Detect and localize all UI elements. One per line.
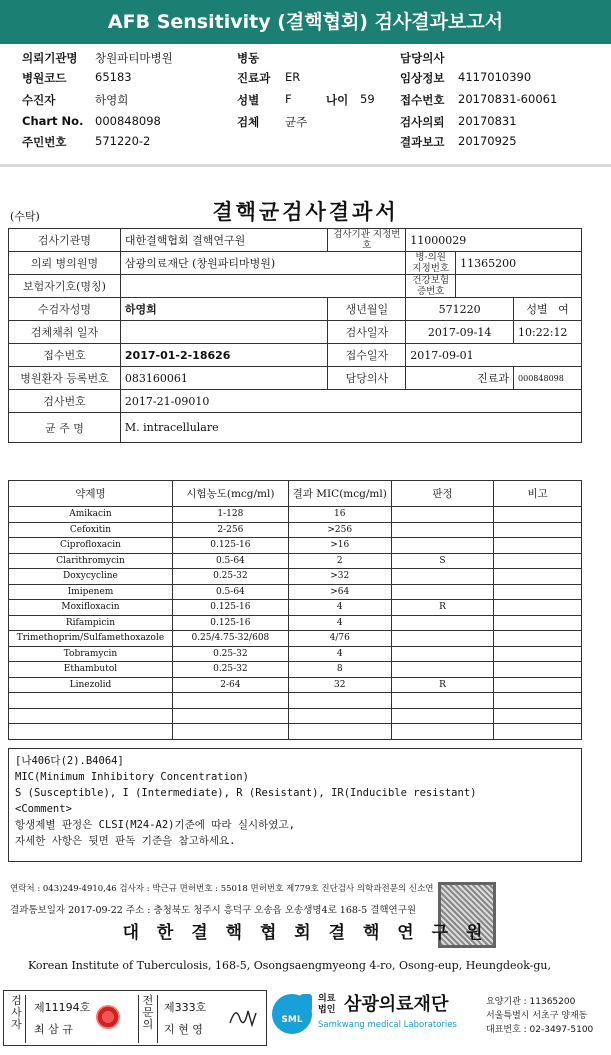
info-row [0,70,611,90]
cell-label: 진료과 [477,372,510,385]
table-cell [494,569,582,585]
info-label: 병동 [237,51,260,65]
cell-label: 의뢰 병의원명 [9,252,121,275]
table-row [9,600,582,616]
table-row [9,584,582,600]
info-label: 임상정보 [400,71,445,85]
info-value: 하영희 [95,93,129,107]
cell-label: 검체채취 일자 [9,321,121,344]
info-label: Chart No. [22,114,84,128]
divider [0,164,611,167]
table-cell [391,693,494,709]
info-row [0,92,611,112]
table-row [9,507,582,523]
cell-label: 생년월일 [328,298,406,321]
table-cell: 0.125-16 [172,600,288,616]
info-value: 창원파티마병원 [95,51,173,65]
table-cell: Doxycycline [9,569,173,585]
table-cell [9,724,173,740]
table-row [9,631,582,647]
table-cell [494,584,582,600]
cell-value: 000848098 [514,367,582,390]
table-cell: Tobramycin [9,646,173,662]
cell-label: 균 주 명 [9,413,121,443]
info-label: 수진자 [22,93,56,107]
mic-table [8,480,582,740]
table-header-row [9,481,582,507]
table-cell [391,724,494,740]
table-cell: S [391,553,494,569]
table-cell [391,538,494,554]
info-value: 20170925 [458,134,517,148]
table-row [9,677,582,693]
table-cell: 0.125-16 [172,615,288,631]
age-label: 나이 [326,93,349,107]
lab-code: 요양기관 : 11365200 [486,997,576,1007]
table-cell: 2-64 [172,677,288,693]
table-row [9,538,582,554]
patient-table [8,228,582,443]
cell-label: 병·의원 지정번호 [406,252,456,275]
patient-info [0,50,611,162]
cell-value: 11000029 [406,229,582,252]
signature-strip [0,990,611,1048]
comment-line: S (Susceptible), I (Intermediate), R (Resistant), IR(Inducible resistant) [15,787,477,799]
table-cell: Clarithromycin [9,553,173,569]
lab-phone: 대표번호 : 02-3497-5100 [486,1025,594,1035]
cell-value: 2017-21-09010 [120,390,581,413]
info-label: 의뢰기관명 [22,51,78,65]
table-cell [391,569,494,585]
table-cell [494,708,582,724]
specialist-label: 전문의 [138,995,158,1043]
info-value: 균주 [285,115,308,129]
column-header: 비고 [494,481,582,507]
cell-label: 검사기관 지정번호 [328,229,406,252]
table-cell: >32 [288,569,391,585]
cell-label: 성별 [526,303,548,316]
info-row [0,114,611,134]
table-cell [391,646,494,662]
column-header: 판정 [391,481,494,507]
cell-label: 담당의사 [328,367,406,390]
table-cell [494,507,582,523]
table-cell [172,708,288,724]
cell-value: 하영희 [120,298,328,321]
table-row [9,708,582,724]
tester-license: 제11194호 [34,1001,91,1014]
report-title: AFB Sensitivity (결핵협회) 검사결과보고서 [0,0,611,44]
table-cell: 0.25-32 [172,662,288,678]
cell-label: 보험자기호(명칭) [9,275,121,298]
table-cell [391,631,494,647]
scanned-report [0,176,611,988]
table-cell: Imipenem [9,584,173,600]
cell-label: 건강보험 증번호 [406,275,456,298]
table-cell: Ethambutol [9,662,173,678]
table-cell: 4 [288,600,391,616]
table-cell: Trimethoprim/Sulfamethoxazole [9,631,173,647]
cell-value: 여 [558,303,569,316]
cell-value: M. intracellulare [120,413,581,443]
table-cell: 2 [288,553,391,569]
info-label: 주민번호 [22,135,67,149]
table-cell: Amikacin [9,507,173,523]
table-cell [9,708,173,724]
cell-value: 11365200 [456,252,582,275]
table-cell [288,724,391,740]
info-label: 진료과 [237,71,271,85]
comment-box [8,748,582,862]
info-value: 20170831 [458,114,517,128]
comment-line: 항생제별 판정은 CLSI(M24-A2)기준에 따라 실시하였고, [15,819,295,831]
table-cell [494,693,582,709]
table-cell: Moxifloxacin [9,600,173,616]
table-cell: 0.25-32 [172,646,288,662]
table-cell: 16 [288,507,391,523]
table-cell [391,522,494,538]
table-cell [391,662,494,678]
table-cell [288,708,391,724]
cell-label: 접수번호 [9,344,121,367]
table-cell: R [391,600,494,616]
specialist-license: 제333호 [164,1001,207,1014]
cell-label: 검사일자 [328,321,406,344]
table-cell: Ciprofloxacin [9,538,173,554]
info-value: 571220-2 [95,134,151,148]
table-cell: 0.125-16 [172,538,288,554]
table-cell: R [391,677,494,693]
comment-line: <Comment> [15,803,72,815]
table-cell [391,584,494,600]
info-label: 검사의뢰 [400,115,445,129]
cell-label: 병원환자 등록번호 [9,367,121,390]
table-cell [494,600,582,616]
cell-value [120,321,328,344]
info-label: 접수번호 [400,93,445,107]
table-cell: >16 [288,538,391,554]
tester-seal [96,1005,120,1029]
cell-value: 2017-09-01 [406,344,582,367]
cell-value: 083160061 [120,367,328,390]
comment-line: 자세한 사항은 뒷면 판독 기준을 참고하세요. [15,835,236,847]
logo-prefix: 의료법인 [318,994,336,1015]
tester-name: 최 삼 규 [34,1023,73,1036]
table-row [9,522,582,538]
org-address-en: Korean Institute of Tuberculosis, 168-5, Osongsaengmyeong 4-ro, Osong-eup, Heungdeok-gu, [28,959,552,972]
info-label: 담당의사 [400,51,445,65]
table-cell: Rifampicin [9,615,173,631]
cell-value: 10:22:12 [514,321,582,344]
tester-label: 검사자 [8,995,26,1043]
table-cell: 1-128 [172,507,288,523]
table-cell [391,708,494,724]
cell-label: 접수일자 [328,344,406,367]
cell-label: 검사번호 [9,390,121,413]
table-cell: 0.5-64 [172,584,288,600]
doc-tag: (수탁) [10,210,40,223]
table-cell: 4 [288,615,391,631]
table-cell: 0.25-32 [172,569,288,585]
cell-value [120,275,405,298]
table-row [9,693,582,709]
table-cell [494,631,582,647]
info-value: 000848098 [95,114,161,128]
cell-value: 571220 [406,298,514,321]
comment-line: [나406다(2).B4064] [15,755,124,767]
info-value: F [285,92,292,106]
specialist-name: 지 현 영 [164,1023,203,1036]
comment-line: MIC(Minimum Inhibitory Concentration) [15,771,249,783]
table-cell: Linezolid [9,677,173,693]
cell-label: 검사기관명 [9,229,121,252]
info-label: 성별 [237,93,260,107]
logo-shape [300,994,312,1012]
logo-name: 삼광의료재단 [344,994,449,1015]
table-row [9,646,582,662]
table-cell: 32 [288,677,391,693]
contact-line: 연락처 : 043)249-4910,46 검사자 : 박근규 면허번호 : 55018 면허번호 제779호 진단검사 의학과전문의 신소연 [10,884,434,894]
signature-icon [226,1003,260,1031]
age-value: 59 [360,92,375,106]
info-row [0,50,611,70]
table-cell [391,615,494,631]
lab-address: 서울특별시 서초구 양재동 [486,1011,588,1021]
table-row [9,662,582,678]
column-header: 약제명 [9,481,173,507]
table-cell: 4/76 [288,631,391,647]
info-value: ER [285,70,301,84]
cell-value: 대한결핵협회 결핵연구원 [120,229,328,252]
table-cell: 0.5-64 [172,553,288,569]
table-row [9,569,582,585]
info-label: 검체 [237,115,260,129]
column-header: 결과 MIC(mcg/ml) [288,481,391,507]
cell-value: 2017-01-2-18626 [120,344,328,367]
table-cell [494,522,582,538]
info-value: 65183 [95,70,132,84]
table-cell [172,724,288,740]
cell-value: 삼광의료재단 (창원파티마병원) [120,252,405,275]
info-value: 4117010390 [458,70,532,84]
table-cell [494,553,582,569]
org-name: 대 한 결 핵 협 회 결 핵 연 구 원 [122,923,489,943]
table-cell [288,693,391,709]
logo-abbrev: SML [281,1015,303,1025]
table-cell: 2-256 [172,522,288,538]
table-cell [494,615,582,631]
doc-title: 결핵균검사결과서 [212,199,399,224]
table-cell [494,538,582,554]
table-cell: 0.25/4.75-32/608 [172,631,288,647]
logo-english: Samkwang medical Laboratories [318,1020,457,1030]
table-cell [494,677,582,693]
table-cell: 8 [288,662,391,678]
info-label: 병원코드 [22,71,67,85]
cell-value [456,275,582,298]
table-cell: 4 [288,646,391,662]
table-row [9,615,582,631]
signature-box [3,990,267,1046]
table-cell [391,507,494,523]
notice-line: 결과통보일자 2017-09-22 주소 : 충청북도 청주시 흥덕구 오송읍 오송생명4로 168-5 결핵연구원 [10,905,417,916]
table-cell [494,662,582,678]
table-cell: >256 [288,522,391,538]
table-cell: >64 [288,584,391,600]
table-cell [494,724,582,740]
table-cell: Cefoxitin [9,522,173,538]
cell-label: 수검자성명 [9,298,121,321]
info-value: 20170831-60061 [458,92,558,106]
info-row [0,134,611,154]
table-row [9,553,582,569]
table-cell [9,693,173,709]
table-cell [172,693,288,709]
cell-value: 2017-09-14 [406,321,514,344]
table-row [9,724,582,740]
column-header: 시험농도(mcg/ml) [172,481,288,507]
info-label: 결과보고 [400,135,445,149]
table-cell [494,646,582,662]
